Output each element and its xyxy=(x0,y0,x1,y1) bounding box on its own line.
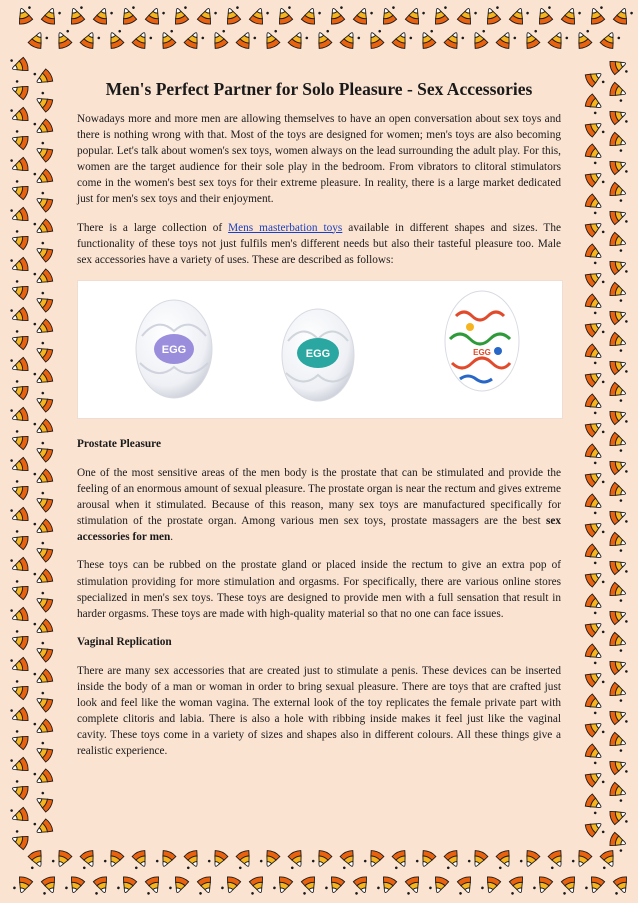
candy-corn-icon xyxy=(10,830,30,851)
candy-corn-icon xyxy=(559,876,580,896)
egg-3-label: EGG xyxy=(473,347,491,357)
candy-corn-icon xyxy=(171,5,192,25)
candy-corn-icon xyxy=(10,480,30,501)
candy-corn-icon xyxy=(599,30,620,51)
candy-corn-icon xyxy=(457,6,478,26)
candy-corn-icon xyxy=(455,876,476,896)
candy-corn-icon xyxy=(9,255,29,276)
candy-corn-icon xyxy=(609,57,629,78)
candy-corn-icon xyxy=(32,616,54,638)
mens-toys-link[interactable]: Mens masterbation toys xyxy=(228,221,343,234)
candy-corn-icon xyxy=(571,848,592,869)
prostate-text-start: One of the most sensitive areas of the men body is the prostate that can be stimulated and provide the feeling of an enormous amount of sexual pleasure. The prostate organ is near the rectum and gives extreme arousal when it stimulated. Because of this reason, many sex toys are manufactured specifically for stimulation of the prostate organ. Among various men sex toys, prostate massagers are the best xyxy=(77,466,561,528)
candy-corn-icon xyxy=(32,466,54,488)
egg-product-illustration xyxy=(78,281,562,418)
candy-corn-icon xyxy=(583,443,605,465)
candy-corn-icon xyxy=(325,875,346,895)
candy-corn-icon xyxy=(15,5,36,25)
candy-corn-icon xyxy=(261,29,282,50)
candy-corn-icon xyxy=(608,282,628,303)
candy-corn-icon xyxy=(34,441,56,463)
candy-corn-icon xyxy=(608,182,628,203)
candy-corn-icon xyxy=(235,30,256,51)
candy-corn-icon xyxy=(583,693,605,715)
candy-corn-icon xyxy=(584,218,606,240)
candy-corn-icon xyxy=(34,191,56,213)
candy-corn-icon xyxy=(583,343,605,365)
candy-corn-icon xyxy=(9,605,29,626)
candy-corn-icon xyxy=(181,849,202,870)
candy-corn-icon xyxy=(584,118,606,140)
sex-accessories-bold: sex accessories for men xyxy=(77,515,561,544)
candy-corn-icon xyxy=(10,530,30,551)
candy-corn-icon xyxy=(507,876,528,896)
candy-corn-icon xyxy=(415,848,436,869)
candy-corn-icon xyxy=(365,29,386,50)
candy-corn-icon xyxy=(287,30,308,51)
candy-corn-icon xyxy=(32,366,54,388)
candy-corn-icon xyxy=(10,230,30,251)
candy-corn-icon xyxy=(32,216,54,238)
candy-corn-icon xyxy=(584,468,606,490)
candy-corn-icon xyxy=(363,848,384,869)
candy-corn-icon xyxy=(608,532,628,553)
candy-corn-icon xyxy=(10,280,30,301)
candy-corn-icon xyxy=(155,848,176,869)
candy-corn-icon xyxy=(79,30,100,51)
candy-corn-icon xyxy=(483,5,504,25)
candy-corn-icon xyxy=(34,791,56,813)
candy-corn-icon xyxy=(611,876,632,896)
collection-text-start: There is a large collection of xyxy=(77,221,229,234)
candy-corn-icon xyxy=(583,493,605,515)
candy-corn-icon xyxy=(32,166,54,188)
candy-corn-icon xyxy=(584,618,606,640)
candy-corn-icon xyxy=(583,243,605,265)
candy-corn-icon xyxy=(51,848,72,869)
candy-corn-icon xyxy=(583,643,605,665)
candy-corn-icon xyxy=(584,568,606,590)
candy-corn-icon xyxy=(93,6,114,26)
product-photo xyxy=(77,280,563,419)
candy-corn-icon xyxy=(197,6,218,26)
candy-corn-icon xyxy=(9,705,29,726)
candy-corn-icon xyxy=(584,518,606,540)
candy-corn-icon xyxy=(311,848,332,869)
candy-corn-icon xyxy=(391,30,412,51)
candy-corn-icon xyxy=(545,849,566,870)
candy-corn-icon xyxy=(608,732,628,753)
candy-corn-icon xyxy=(103,848,124,869)
candy-corn-icon xyxy=(608,782,628,803)
candy-corn-icon xyxy=(609,507,629,528)
candy-corn-icon xyxy=(417,29,438,50)
collection-text-end: available in different shapes and sizes. The functionality of these toys not just fulfils men's different needs but also their tasteful pleasure too. Male sex accessories have a variety of uses. These are described as follows: xyxy=(77,221,561,266)
candy-corn-icon xyxy=(608,632,628,653)
candy-corn-icon xyxy=(429,875,450,895)
candy-corn-icon xyxy=(481,875,502,895)
candy-corn-icon xyxy=(34,491,56,513)
candy-corn-icon xyxy=(13,875,34,895)
candy-corn-icon xyxy=(609,457,629,478)
candy-corn-icon xyxy=(285,849,306,870)
candy-corn-icon xyxy=(34,591,56,613)
candy-corn-icon xyxy=(32,416,54,438)
candy-corn-icon xyxy=(10,680,30,701)
candy-corn-icon xyxy=(441,849,462,870)
candy-corn-icon xyxy=(34,691,56,713)
prostate-paragraph-1 xyxy=(77,465,561,545)
candy-corn-icon xyxy=(9,455,29,476)
candy-corn-icon xyxy=(608,382,628,403)
candy-corn-icon xyxy=(233,849,254,870)
document-page xyxy=(77,78,561,771)
candy-corn-icon xyxy=(10,130,30,151)
candy-corn-icon xyxy=(169,875,190,895)
candy-corn-icon xyxy=(583,393,605,415)
candy-corn-icon xyxy=(608,832,628,853)
candy-corn-icon xyxy=(609,307,629,328)
candy-corn-icon xyxy=(597,849,618,870)
candy-corn-icon xyxy=(10,180,30,201)
candy-corn-icon xyxy=(379,5,400,25)
candy-corn-icon xyxy=(41,6,62,26)
candy-corn-icon xyxy=(519,848,540,869)
candy-corn-icon xyxy=(609,407,629,428)
candy-corn-icon xyxy=(561,6,582,26)
candy-corn-icon xyxy=(259,848,280,869)
candy-corn-icon xyxy=(27,30,48,51)
candy-corn-icon xyxy=(493,849,514,870)
candy-corn-icon xyxy=(195,876,216,896)
candy-corn-icon xyxy=(9,55,29,76)
candy-corn-icon xyxy=(143,876,164,896)
candy-corn-icon xyxy=(119,5,140,25)
candy-corn-icon xyxy=(609,357,629,378)
candy-corn-icon xyxy=(609,257,629,278)
candy-corn-icon xyxy=(9,755,29,776)
candy-corn-icon xyxy=(583,93,605,115)
candy-corn-icon xyxy=(467,848,488,869)
candy-corn-icon xyxy=(10,80,30,101)
candy-corn-icon xyxy=(583,793,605,815)
candy-corn-icon xyxy=(10,730,30,751)
collection-paragraph xyxy=(77,220,561,268)
candy-corn-icon xyxy=(34,541,56,563)
candy-corn-icon xyxy=(32,316,54,338)
candy-corn-icon xyxy=(221,875,242,895)
candy-corn-icon xyxy=(351,876,372,896)
candy-corn-icon xyxy=(339,30,360,51)
candy-corn-icon xyxy=(608,582,628,603)
candy-corn-icon xyxy=(249,6,270,26)
vaginal-paragraph-1: There are many sex accessories that are created just to stimulate a penis. These devices can be inserted inside the body of a man or woman in order to bring sexual pleasure. There are toys that are crafted just look and feel like the woman vagina. The external look of the toy replicates the female private part with complete clitoris and labia. There is also a hole with ribbing inside makes it feel just like the vaginal cavity. These toys come in a variety of sizes and shapes also in different colours. All these things give a realistic experience. xyxy=(77,664,561,758)
candy-corn-icon xyxy=(10,630,30,651)
candy-corn-icon xyxy=(495,30,516,51)
candy-corn-icon xyxy=(584,68,606,90)
section-heading-vaginal: Vaginal Replication xyxy=(77,635,172,648)
candy-corn-icon xyxy=(105,29,126,50)
candy-corn-icon xyxy=(469,29,490,50)
candy-corn-icon xyxy=(67,5,88,25)
candy-corn-icon xyxy=(34,241,56,263)
candy-corn-icon xyxy=(403,876,424,896)
candy-corn-icon xyxy=(584,818,606,840)
candy-corn-icon xyxy=(32,666,54,688)
candy-corn-icon xyxy=(585,875,606,895)
candy-corn-icon xyxy=(65,875,86,895)
candy-corn-icon xyxy=(609,207,629,228)
candy-corn-icon xyxy=(609,157,629,178)
candy-corn-icon xyxy=(10,780,30,801)
candy-corn-icon xyxy=(34,341,56,363)
candy-corn-icon xyxy=(608,432,628,453)
candy-corn-icon xyxy=(337,849,358,870)
candy-corn-icon xyxy=(613,6,634,26)
candy-corn-icon xyxy=(9,655,29,676)
candy-corn-icon xyxy=(10,430,30,451)
candy-corn-icon xyxy=(584,768,606,790)
candy-corn-icon xyxy=(584,168,606,190)
candy-corn-icon xyxy=(34,291,56,313)
candy-corn-icon xyxy=(275,5,296,25)
candy-corn-icon xyxy=(609,807,629,828)
candy-corn-icon xyxy=(10,330,30,351)
candy-corn-icon xyxy=(533,875,554,895)
candy-corn-icon xyxy=(9,405,29,426)
candy-corn-icon xyxy=(145,6,166,26)
candy-corn-icon xyxy=(183,30,204,51)
candy-corn-icon xyxy=(584,268,606,290)
candy-corn-icon xyxy=(521,29,542,50)
candy-corn-icon xyxy=(9,155,29,176)
candy-corn-icon xyxy=(91,876,112,896)
candy-corn-icon xyxy=(573,29,594,50)
candy-corn-icon xyxy=(34,391,56,413)
candy-corn-icon xyxy=(584,368,606,390)
candy-corn-icon xyxy=(608,132,628,153)
candy-corn-icon xyxy=(583,143,605,165)
candy-corn-icon xyxy=(25,849,46,870)
section-heading-prostate: Prostate Pleasure xyxy=(77,437,161,450)
candy-corn-icon xyxy=(584,418,606,440)
prostate-paragraph-2: These toys can be rubbed on the prostate gland or placed inside the rectum to give an extra pop of stimulation providing for more stimulation and orgasms. For specifically, there are various online stores specialized in men's sex toys. These toys are designed to provide men with a full sensation that result in harder orgasms. These toys are made with high-quality material so that no one can face issues. xyxy=(77,559,561,620)
candy-corn-icon xyxy=(389,849,410,870)
candy-corn-icon xyxy=(609,757,629,778)
candy-corn-icon xyxy=(584,718,606,740)
candy-corn-icon xyxy=(32,816,54,838)
candy-corn-icon xyxy=(129,849,150,870)
candy-corn-icon xyxy=(509,6,530,26)
egg-colorful xyxy=(445,291,519,391)
candy-corn-icon xyxy=(608,482,628,503)
egg-purple xyxy=(136,300,212,398)
candy-corn-icon xyxy=(405,6,426,26)
candy-corn-icon xyxy=(587,5,608,25)
candy-corn-icon xyxy=(584,668,606,690)
candy-corn-icon xyxy=(584,318,606,340)
candy-corn-icon xyxy=(247,876,268,896)
candy-corn-icon xyxy=(431,5,452,25)
document-title: Men's Perfect Partner for Solo Pleasure - Sex Accessories xyxy=(105,79,533,99)
egg-2-label: EGG xyxy=(305,347,331,360)
candy-corn-icon xyxy=(609,707,629,728)
candy-corn-icon xyxy=(443,30,464,51)
candy-corn-icon xyxy=(609,557,629,578)
candy-corn-icon xyxy=(377,875,398,895)
candy-corn-icon xyxy=(77,849,98,870)
candy-corn-icon xyxy=(223,5,244,25)
candy-corn-icon xyxy=(608,82,628,103)
candy-corn-icon xyxy=(131,30,152,51)
candy-corn-icon xyxy=(535,5,556,25)
candy-corn-icon xyxy=(609,657,629,678)
candy-corn-icon xyxy=(34,641,56,663)
candy-corn-icon xyxy=(9,305,29,326)
egg-teal xyxy=(282,309,354,401)
candy-corn-icon xyxy=(117,875,138,895)
candy-corn-icon xyxy=(273,875,294,895)
candy-corn-icon xyxy=(32,716,54,738)
candy-corn-icon xyxy=(583,543,605,565)
candy-corn-icon xyxy=(608,332,628,353)
candy-corn-icon xyxy=(353,6,374,26)
candy-corn-icon xyxy=(608,682,628,703)
candy-corn-icon xyxy=(209,29,230,50)
egg-1-label: EGG xyxy=(161,343,187,356)
prostate-text-end: . xyxy=(170,531,174,544)
candy-corn-icon xyxy=(207,848,228,869)
candy-corn-icon xyxy=(10,380,30,401)
candy-corn-icon xyxy=(583,743,605,765)
candy-corn-icon xyxy=(32,116,54,138)
candy-corn-icon xyxy=(32,66,54,88)
candy-corn-icon xyxy=(9,805,29,826)
candy-corn-icon xyxy=(327,5,348,25)
candy-corn-icon xyxy=(32,766,54,788)
candy-corn-icon xyxy=(9,355,29,376)
candy-corn-icon xyxy=(583,593,605,615)
candy-corn-icon xyxy=(301,6,322,26)
candy-corn-icon xyxy=(313,29,334,50)
candy-corn-icon xyxy=(583,293,605,315)
candy-corn-icon xyxy=(53,29,74,50)
candy-corn-icon xyxy=(547,30,568,51)
candy-corn-icon xyxy=(608,232,628,253)
candy-corn-icon xyxy=(9,505,29,526)
candy-corn-icon xyxy=(32,566,54,588)
candy-corn-icon xyxy=(39,876,60,896)
candy-corn-icon xyxy=(9,105,29,126)
intro-paragraph: Nowadays more and more men are allowing themselves to have an open conversation about sex toys and there is nothing wrong with that. Most of the toys are designed for women; men's toys are also becoming popular. Let's talk about women's sex toys, women always on the lead surrounding the adult play. For this, women are the target audience for their sole play in the bedroom. From vibrators to clitoral stimulators come in the women's best sex toys for their extreme pleasure. In reality, there is a large market dedicated just for men's sex toys and their enjoyment. xyxy=(77,113,561,206)
candy-corn-icon xyxy=(9,205,29,226)
candy-corn-icon xyxy=(32,516,54,538)
candy-corn-icon xyxy=(34,141,56,163)
candy-corn-icon xyxy=(34,91,56,113)
candy-corn-icon xyxy=(34,741,56,763)
candy-corn-icon xyxy=(299,876,320,896)
candy-corn-icon xyxy=(583,193,605,215)
candy-corn-icon xyxy=(609,607,629,628)
candy-corn-icon xyxy=(157,29,178,50)
candy-corn-icon xyxy=(609,107,629,128)
candy-corn-icon xyxy=(9,555,29,576)
candy-corn-icon xyxy=(10,580,30,601)
candy-corn-icon xyxy=(32,266,54,288)
